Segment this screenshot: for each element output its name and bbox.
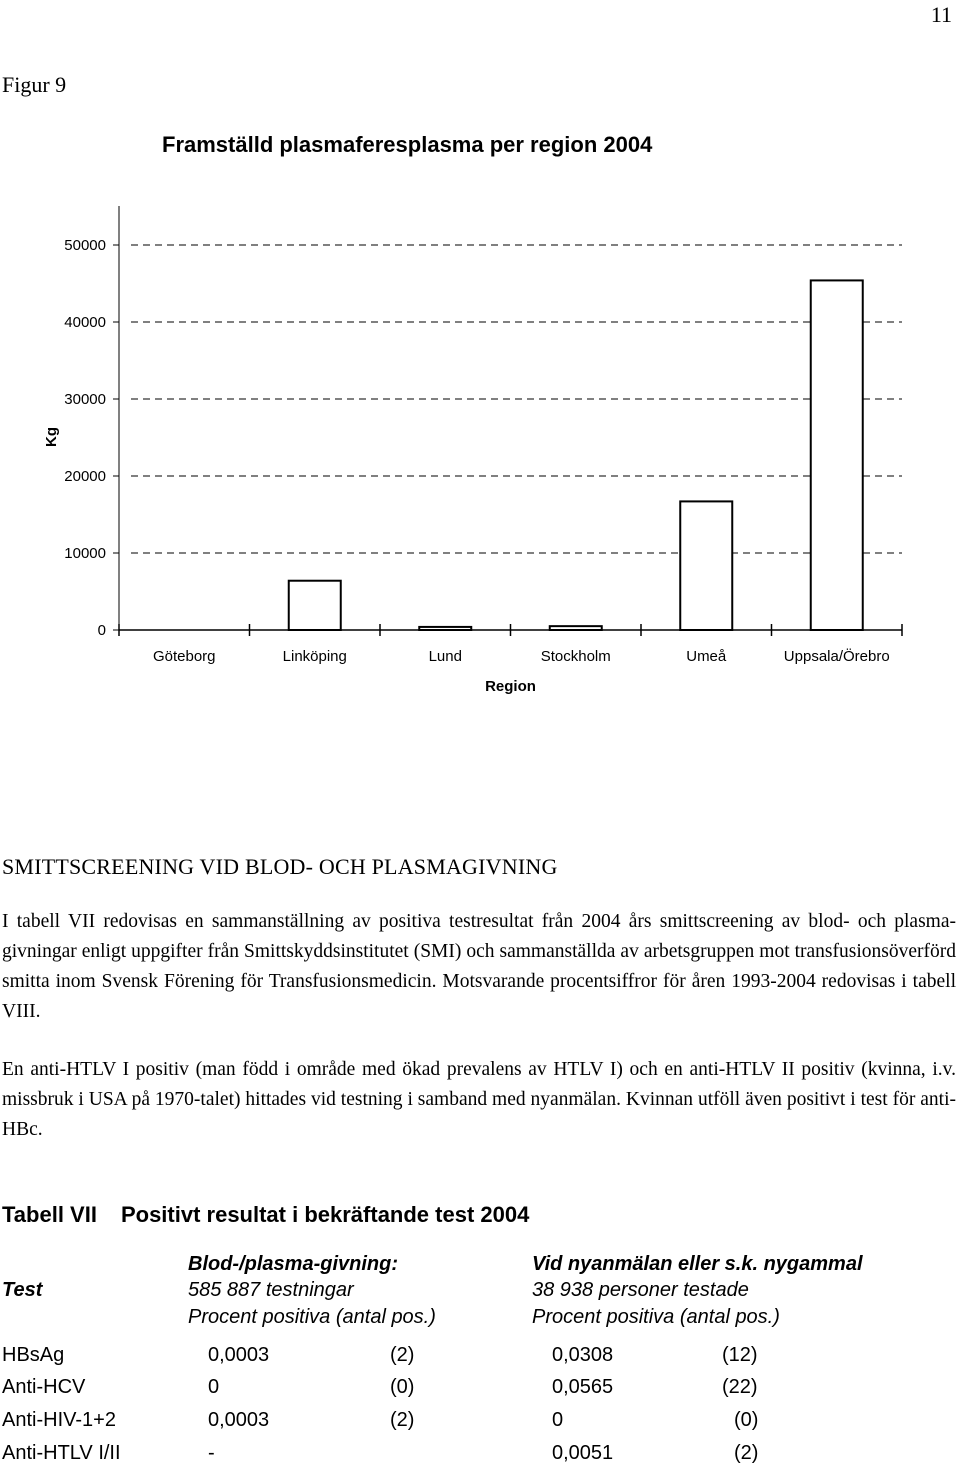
group1-col: Procent positiva (antal pos.) <box>188 1306 436 1328</box>
table-title <box>2 1202 529 1228</box>
y-tick-label: 10000 <box>64 545 106 562</box>
row-test: Anti-HCV <box>2 1376 86 1398</box>
group1-heading: Blod-/plasma-givning: <box>188 1253 398 1275</box>
x-tick-label: Stockholm <box>540 648 611 665</box>
page-number: 11 <box>930 2 952 27</box>
row-pct-2: 0,0565 <box>552 1376 614 1398</box>
bar <box>680 501 732 630</box>
row-pct-2: 0,0308 <box>552 1344 614 1366</box>
bar-chart <box>0 190 960 710</box>
table-label: Tabell VII <box>2 1202 97 1227</box>
section-heading: SMITTSCREENING VID BLOD- OCH PLASMAGIVNING <box>2 854 558 879</box>
row-test: Anti-HTLV I/II <box>2 1442 121 1464</box>
bar <box>550 626 602 630</box>
row-pct-1: 0,0003 <box>208 1409 270 1431</box>
row-pct-1: 0 <box>208 1376 220 1398</box>
test-header: Test <box>2 1279 43 1301</box>
group1-sub: 585 887 testningar <box>188 1279 354 1301</box>
row-count-1: (0) <box>390 1376 415 1398</box>
chart-title: Framställd plasmaferesplasma per region 2004 <box>162 132 653 157</box>
bar <box>419 627 471 630</box>
row-count-2: (0) <box>734 1409 759 1431</box>
table-caption: Positivt resultat i bekräftande test 2004 <box>120 1202 530 1227</box>
bar <box>289 581 341 630</box>
row-count-2: (2) <box>734 1442 759 1464</box>
row-count-2: (22) <box>722 1376 758 1398</box>
row-count-1: (2) <box>390 1409 415 1431</box>
y-tick-label: 0 <box>97 622 106 639</box>
y-tick-label: 20000 <box>64 468 106 485</box>
row-pct-2: 0 <box>552 1409 564 1431</box>
y-tick-label: 30000 <box>64 391 106 408</box>
paragraph-2: En anti-HTLV I positiv (man född i område med ökad prevalens av HTLV I) och en anti-HTLV II positiv (kvinna, i.v. missbruk i USA på 1970-talet) hittades vid testning i samband med nyanmälan. Kvinnan utföll även positivt i test för anti-HBc. <box>2 1059 956 1140</box>
x-tick-label: Uppsala/Örebro <box>783 648 890 665</box>
x-tick-label: Linköping <box>282 648 347 665</box>
x-tick-label: Umeå <box>686 648 727 665</box>
y-axis-title: Kg <box>43 427 60 447</box>
row-test: HBsAg <box>2 1344 65 1366</box>
row-pct-1: 0,0003 <box>208 1344 270 1366</box>
paragraph-1: I tabell VII redovisas en sammanställning av positiva testresultat från 2004 års smittscreening av blod- och plasma-givningar enligt uppgifter från Smittskyddsinstitutet (SMI) och sammanställda av arbetsgruppen mot transfusionsöverförd smitta inom Svensk Förening för Transfusionsmedicin. Motsvarande procentsiffror för åren 1993-2004 redovisas i tabell VIII. <box>2 911 956 1022</box>
y-tick-label: 50000 <box>64 237 106 254</box>
figure-label: Figur 9 <box>2 72 67 97</box>
group2-sub: 38 938 personer testade <box>532 1279 749 1301</box>
row-count-2: (12) <box>722 1344 758 1366</box>
row-pct-2: 0,0051 <box>552 1442 614 1464</box>
row-test: Anti-HIV-1+2 <box>2 1409 116 1431</box>
group2-heading: Vid nyanmälan eller s.k. nygammal <box>532 1253 863 1275</box>
group2-col: Procent positiva (antal pos.) <box>532 1306 780 1328</box>
row-pct-1: - <box>208 1442 215 1464</box>
row-count-1: (2) <box>390 1344 415 1366</box>
y-tick-label: 40000 <box>64 314 106 331</box>
x-tick-label: Göteborg <box>152 648 216 665</box>
x-tick-label: Lund <box>428 648 462 665</box>
bar <box>811 280 863 630</box>
x-axis-title: Region <box>485 678 536 695</box>
